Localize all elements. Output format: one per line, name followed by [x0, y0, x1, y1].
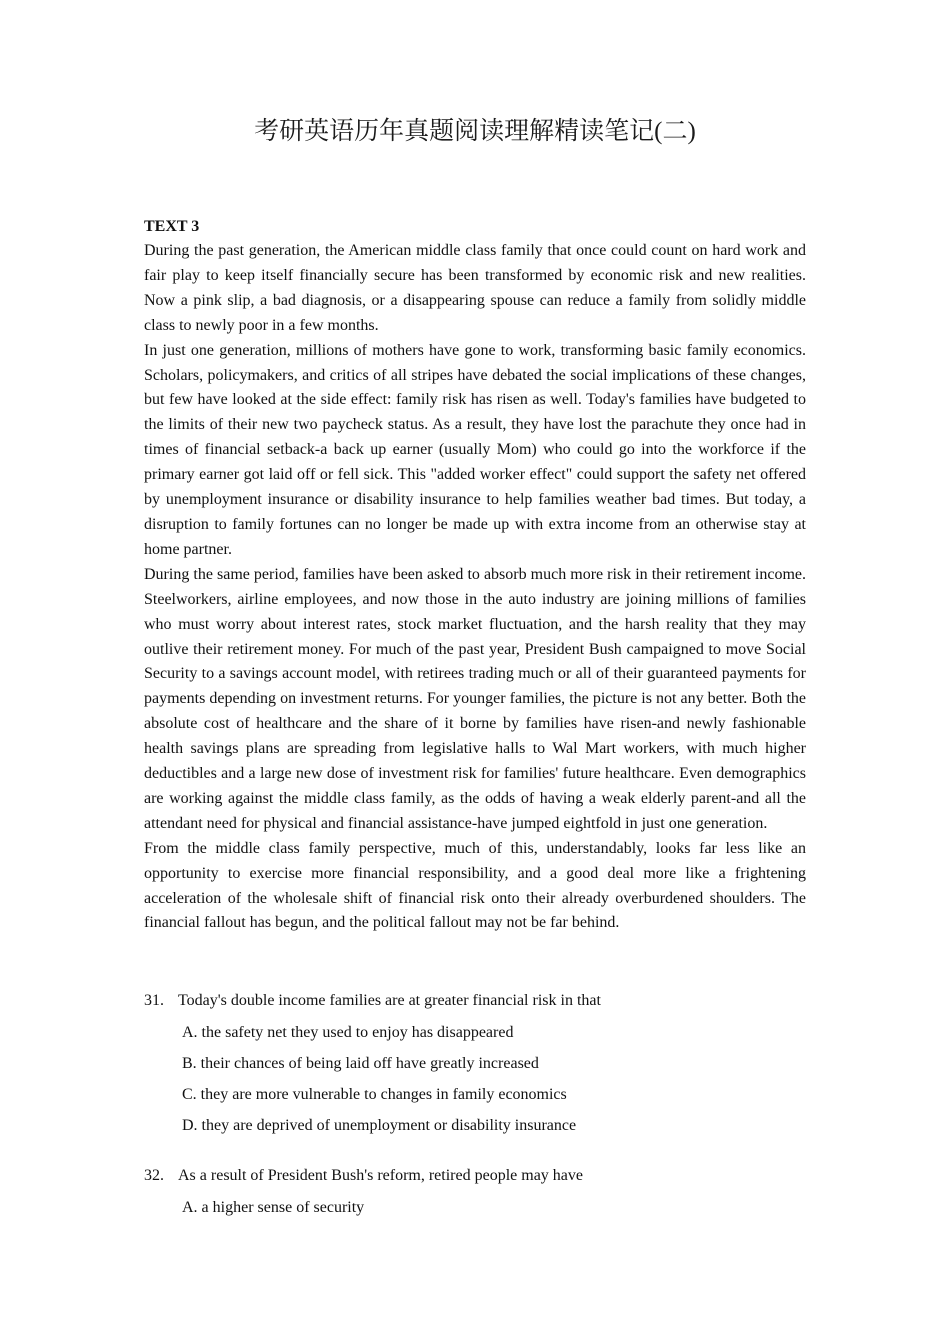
question-stem: As a result of President Bush's reform, retired people may have	[178, 1167, 583, 1184]
question-option: B. their chances of being laid off have greatly increased	[182, 1055, 539, 1072]
question-stem: Today's double income families are at greater financial risk in that	[178, 992, 601, 1009]
document-title: 考研英语历年真题阅读理解精读笔记(二)	[254, 118, 696, 145]
question-spacer	[144, 1141, 806, 1162]
passage-heading: TEXT 3	[144, 218, 200, 235]
question-option: C. they are more vulnerable to changes in family economics	[182, 1086, 567, 1103]
passage-paragraph-2: In just one generation, millions of mothers have gone to work, transforming basic family economics. Scholars, policymakers, and critics of all stripes have debated the social implications of these changes, but few have looked at the side effect: family risk has risen as well. Today's families have budgeted to the limits of their new two paycheck status. As a result, they have lost the parachute they once had in times of financial setback-a back up earner (usually Mom) who could go into the workforce if the primary earner got laid off or fell sick. This "added worker effect" could support the safety net offered by unemployment insurance or disability insurance to help families weather bad times. But today, a disruption to family fortunes can no longer be made up with extra income from an otherwise stay at home partner.	[144, 341, 806, 558]
question-number: 32.	[144, 1167, 164, 1184]
question-32	[144, 1162, 806, 1223]
question-list	[144, 987, 806, 1223]
question-option: A. the safety net they used to enjoy has disappeared	[182, 1024, 514, 1041]
passage-paragraph-3: During the same period, families have been asked to absorb much more risk in their retirement income. Steelworkers, airline employees, and now those in the auto industry are joining millions of families who must worry about interest rates, stock market fluctuation, and the harsh reality that they may outlive their retirement money. For much of the past year, President Bush campaigned to move Social Security to a savings account model, with retirees trading much or all of their guaranteed payments for payments depending on investment returns. For younger families, the picture is not any better. Both the absolute cost of healthcare and the share of it borne by families have risen-and newly fashionable health savings plans are spreading from legislative halls to Wal Mart workers, with much higher deductibles and a large new dose of investment risk for families' future healthcare. Even demographics are working against the middle class family, as the odds of having a weak elderly parent-and all the attendant need for physical and financial assistance-have jumped eightfold in just one generation.	[144, 565, 806, 832]
question-option: D. they are deprived of unemployment or disability insurance	[182, 1117, 577, 1134]
question-31	[144, 987, 806, 1141]
passage-paragraph-4: From the middle class family perspective, much of this, understandably, looks far less like an opportunity to exercise more financial responsibility, and a good deal more like a frightening acceleration of the wholesale shift of financial risk onto their already overburdened shoulders. The financial fallout has begun, and the political fallout may not be far behind.	[144, 839, 806, 932]
reading-passage	[144, 214, 806, 936]
question-option: A. a higher sense of security	[182, 1199, 365, 1216]
passage-paragraph-1: During the past generation, the American middle class family that once could count on hard work and fair play to keep itself financially secure has been transformed by economic risk and new realities. Now a pink slip, a bad diagnosis, or a disappearing spouse can reduce a family from solidly middle class to newly poor in a few months.	[144, 242, 806, 334]
question-number: 31.	[144, 992, 164, 1009]
